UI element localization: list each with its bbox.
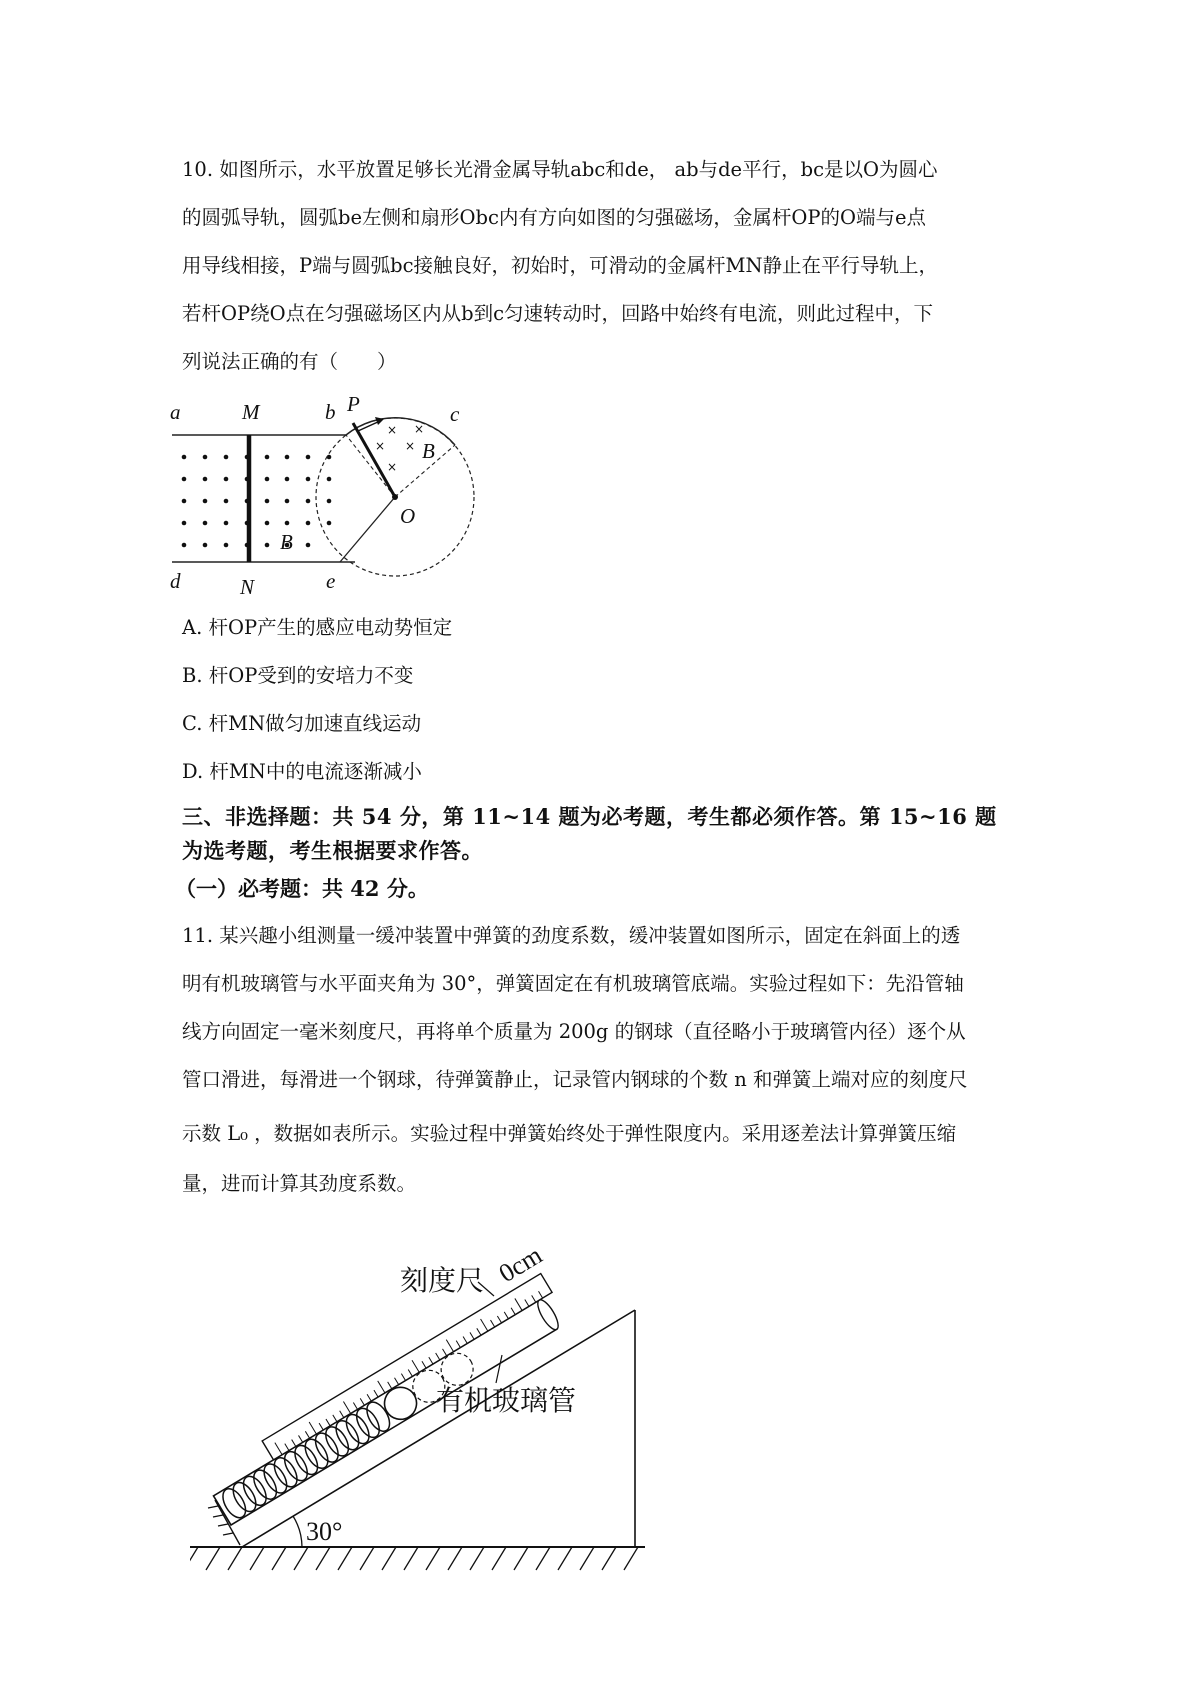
question-10-text [182,146,1022,386]
option-B: B. 杆OP受到的安培力不变 [182,664,414,687]
label-e: e [326,569,336,593]
svg-text:×: × [405,439,416,453]
label-a: a [170,400,181,424]
q11-line-5: 示数 L₀ ，数据如表所示。实验过程中弹簧始终处于弹性限度内。采用逐差法计算弹簧压缩 [182,1122,957,1145]
svg-text:×: × [375,439,386,453]
ground-hatching [190,1547,638,1570]
field-crosses-into-page [375,422,424,474]
tube-label-leader [496,1355,502,1383]
section-3-line-1: 三、非选择题：共 54 分，第 11~14 题为必考题，考生都必须作答。第 15~16 题 [182,804,997,829]
label-B-sector: B [422,439,435,463]
label-b: b [325,400,336,424]
q10-line-4: 若杆OP绕O点在匀强磁场区内从b到c匀速转动时，回路中始终有电流，则此过程中，下 [182,302,933,325]
label-P: P [347,395,360,416]
label-c: c [450,402,460,426]
label-d: d [170,569,181,593]
q11-line-1: 11. 某兴趣小组测量一缓冲装置中弹簧的劲度系数，缓冲装置如图所示，固定在斜面上的透 [182,924,961,947]
angle-arc [293,1516,302,1547]
q11-line-6: 量，进而计算其劲度系数。 [182,1172,417,1195]
label-N: N [240,575,255,599]
ruler-zero-label: 0cm [493,1240,548,1289]
tube-open-end [534,1297,562,1332]
q10-line-2: 的圆弧导轨，圆弧be左侧和扇形Obc内有方向如图的匀强磁场，金属杆OP的O端与e点 [182,206,927,229]
question-11-text [182,912,1022,1208]
q10-line-5: 列说法正确的有（ ） [182,350,397,373]
angle-label: 30° [306,1517,343,1546]
section-3-line-2: 为选考题，考生根据要求作答。 [182,838,483,863]
tube-label: 有机玻璃管 [436,1386,577,1417]
q11-apparatus-diagram [190,1210,690,1585]
option-A: A. 杆OP产生的感应电动势恒定 [182,616,453,639]
q11-line-3: 线方向固定一毫米刻度尺，再将单个质量为 200g 的钢球（直径略小于玻璃管内径）逐个从 [182,1020,966,1043]
label-B-rails: B [280,530,293,554]
svg-text:×: × [387,423,398,437]
option-D: D. 杆MN中的电流逐渐减小 [182,760,422,783]
section-3-heading [182,800,1042,868]
q10-circuit-diagram [170,395,540,600]
field-dots-out-of-page [182,455,332,548]
q11-line-2: 明有机玻璃管与水平面夹角为 30°，弹簧固定在有机玻璃管底端。实验过程如下：先沿管轴 [182,972,964,995]
ruler-label: 刻度尺 [400,1266,485,1297]
wire-O-to-e [340,497,395,562]
option-C: C. 杆MN做匀加速直线运动 [182,712,422,735]
svg-text:×: × [414,422,425,436]
subsection-required-heading: （一）必考题：共 42 分。 [175,876,429,901]
label-O: O [400,504,416,528]
label-M: M [242,400,260,424]
svg-text:×: × [387,460,398,474]
pivot-O [392,494,398,500]
q10-line-3: 用导线相接，P端与圆弧bc接触良好，初始时，可滑动的金属杆MN静止在平行导轨上， [182,254,939,277]
q10-line-1: 10. 如图所示，水平放置足够长光滑金属导轨abc和de， ab与de平行，bc是以O为圆心 [182,158,938,181]
q11-line-4: 管口滑进，每滑进一个钢球，待弹簧静止，记录管内钢球的个数 n 和弹簧上端对应的刻度尺 [182,1068,968,1091]
